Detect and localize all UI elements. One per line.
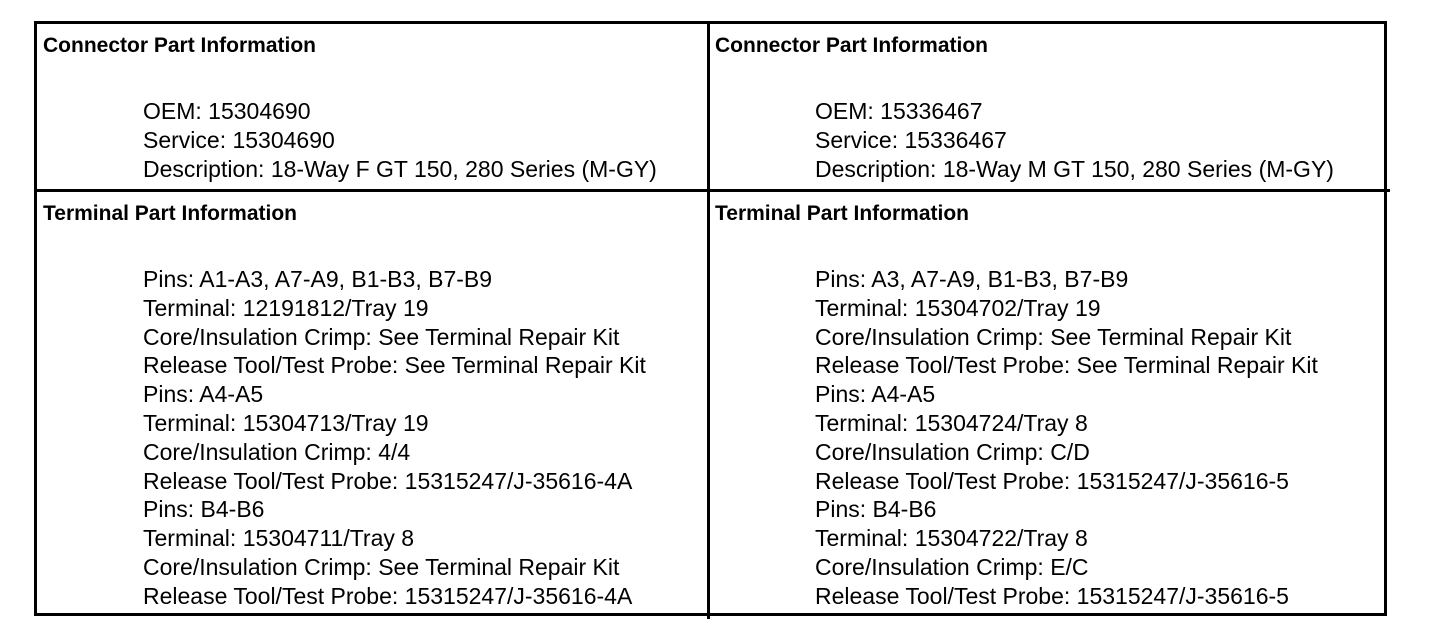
oem-line: OEM: 15336467 [815,98,983,124]
pins-line: Pins: A1-A3, A7-A9, B1-B3, B7-B9 [143,266,493,292]
pins-line: Pins: A4-A5 [815,381,936,408]
connector-info-title: Connector Part Information [43,34,317,57]
release-tool-line: Release Tool/Test Probe: 15315247/J-35616-5 [815,467,1289,494]
terminal-info-lines [143,265,707,611]
crimp-line: Core/Insulation Crimp: E/C [815,553,1089,580]
service-line: Service: 15304690 [143,126,335,153]
crimp-line: Core/Insulation Crimp: See Terminal Repair Kit [815,323,1292,350]
release-tool-line: Release Tool/Test Probe: See Terminal Repair Kit [143,352,646,379]
connector-info-lines [815,97,1390,183]
terminal-info-right-cell [707,189,1390,619]
terminal-line: Terminal: 12191812/Tray 19 [143,294,429,321]
crimp-line: Core/Insulation Crimp: See Terminal Repair Kit [143,553,620,580]
description-line: Description: 18-Way M GT 150, 280 Series (M-GY) [815,155,1334,182]
service-line: Service: 15336467 [815,126,1007,153]
terminal-info-title: Terminal Part Information [43,202,297,225]
connector-info-title: Connector Part Information [715,34,989,57]
crimp-line: Core/Insulation Crimp: 4/4 [143,438,411,465]
crimp-line: Core/Insulation Crimp: See Terminal Repair Kit [143,323,620,350]
pins-line: Pins: B4-B6 [815,496,937,523]
terminal-line: Terminal: 15304722/Tray 8 [815,525,1088,552]
connector-info-left-cell [37,24,707,189]
terminal-info-left-cell [37,189,707,619]
crimp-line: Core/Insulation Crimp: C/D [815,438,1090,465]
pins-line: Pins: B4-B6 [143,496,265,523]
connector-info-lines [143,97,707,183]
release-tool-line: Release Tool/Test Probe: 15315247/J-35616-4A [143,582,633,609]
terminal-line: Terminal: 15304711/Tray 8 [143,525,415,552]
terminal-info-title: Terminal Part Information [715,202,969,225]
release-tool-line: Release Tool/Test Probe: 15315247/J-35616-4A [143,467,633,494]
pins-line: Pins: A3, A7-A9, B1-B3, B7-B9 [815,266,1129,292]
terminal-line: Terminal: 15304702/Tray 19 [815,294,1101,321]
oem-line: OEM: 15304690 [143,98,311,124]
terminal-line: Terminal: 15304713/Tray 19 [143,409,429,436]
terminal-line: Terminal: 15304724/Tray 8 [815,409,1088,436]
description-line: Description: 18-Way F GT 150, 280 Series (M-GY) [143,155,657,182]
pins-line: Pins: A4-A5 [143,381,264,408]
connector-info-right-cell [707,24,1390,189]
release-tool-line: Release Tool/Test Probe: 15315247/J-35616-5 [815,582,1289,609]
terminal-info-lines [815,265,1390,611]
release-tool-line: Release Tool/Test Probe: See Terminal Repair Kit [815,352,1318,379]
parts-info-table [34,21,1387,616]
